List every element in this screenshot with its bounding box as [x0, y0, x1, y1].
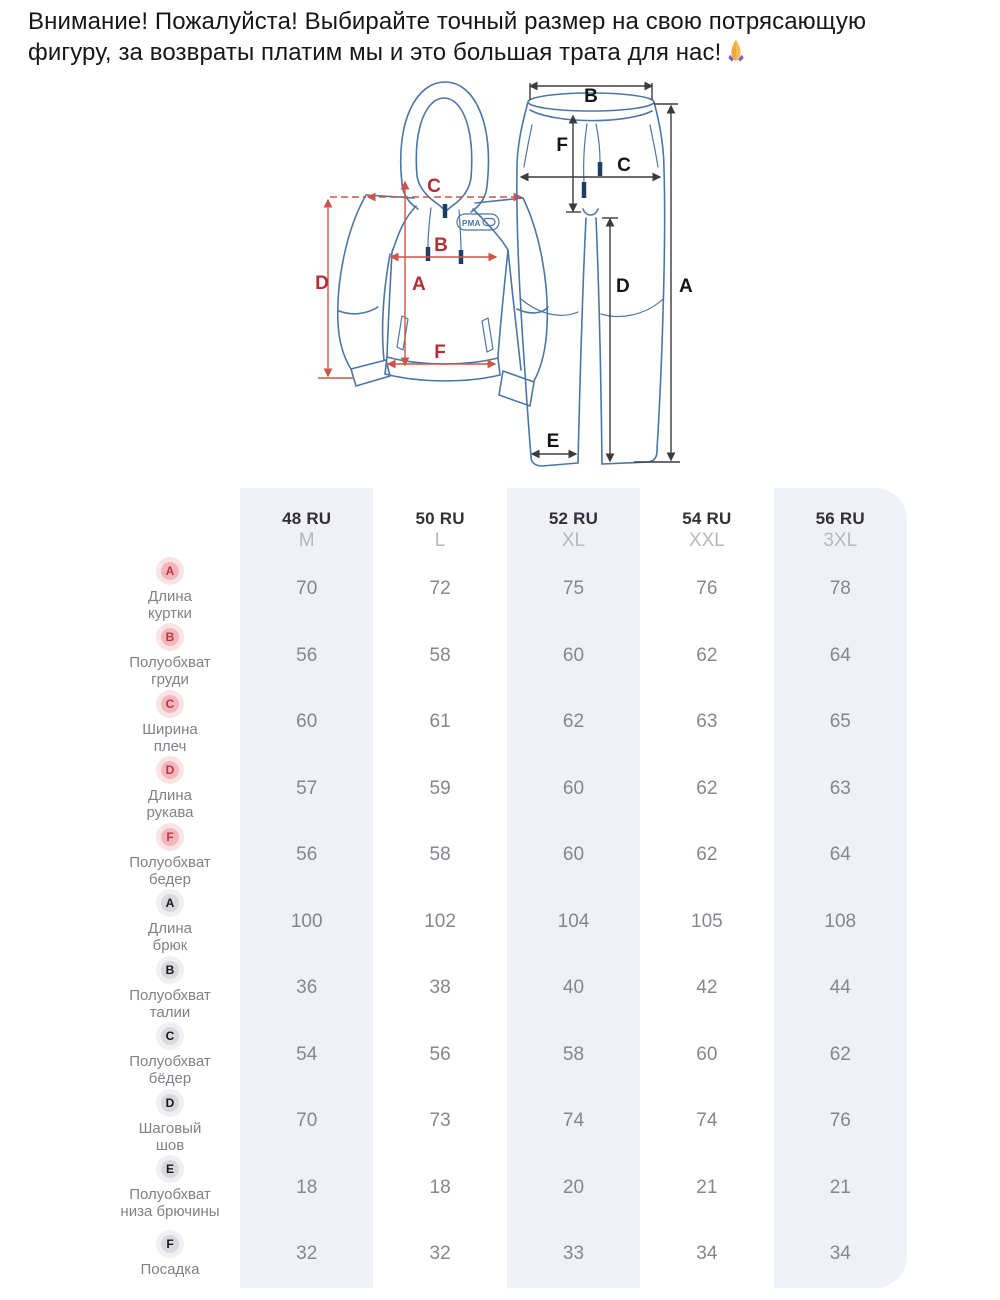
drawstring-left — [428, 208, 431, 247]
measure-badge-core — [161, 1235, 179, 1253]
size-value-cell — [373, 1022, 506, 1089]
size-value: 60 — [562, 644, 585, 666]
measure-badge — [156, 623, 184, 651]
column-ru-label: 48 RU — [282, 509, 332, 528]
size-value: 57 — [296, 777, 318, 799]
size-value-cell — [507, 1022, 640, 1089]
size-value: 56 — [296, 844, 318, 866]
measure-badge — [156, 1022, 184, 1050]
row-label-line: Длина — [148, 920, 192, 938]
row-label-jacket-d — [0, 756, 240, 823]
size-value-cell — [774, 1022, 907, 1089]
size-value: 62 — [696, 777, 718, 799]
size-value: 56 — [296, 644, 318, 666]
pants-mark-e: E — [546, 431, 560, 452]
measure-letter: E — [165, 1162, 174, 1177]
row-label-line: Посадка — [140, 1261, 200, 1279]
measure-badge — [156, 823, 184, 851]
size-value: 38 — [429, 977, 451, 999]
size-value: 33 — [562, 1243, 585, 1265]
size-value-cell — [507, 556, 640, 623]
size-value-cell — [640, 623, 773, 690]
warning-line-1: Внимание! Пожалуйста! Выбирайте точный размер на свою потрясающую — [28, 8, 867, 35]
row-label-jacket-c — [0, 689, 240, 756]
size-value: 44 — [829, 977, 851, 999]
size-value: 60 — [562, 844, 585, 866]
size-value-cell — [507, 756, 640, 823]
size-value: 58 — [429, 844, 451, 866]
row-label-pants-e — [0, 1155, 240, 1222]
size-value-cell — [507, 889, 640, 956]
row-label-line: бедер — [149, 870, 191, 888]
size-value-cell — [240, 1088, 373, 1155]
measure-badge — [156, 1155, 184, 1183]
row-label-pants-b — [0, 955, 240, 1022]
table-corner-spacer — [0, 488, 240, 556]
column-size-label: XXL — [688, 530, 725, 551]
measure-letter: F — [166, 829, 174, 844]
column-ru-label: 50 RU — [415, 509, 465, 528]
size-value: 73 — [429, 1110, 451, 1132]
row-label-line: Полуобхват — [129, 986, 211, 1004]
size-value-cell — [640, 756, 773, 823]
size-value: 76 — [829, 1110, 851, 1132]
size-value: 34 — [829, 1243, 851, 1265]
size-value-cell — [640, 1022, 773, 1089]
size-value-cell — [240, 1221, 373, 1288]
size-value: 62 — [696, 844, 718, 866]
size-value: 34 — [696, 1243, 718, 1265]
row-label-text — [129, 654, 210, 688]
measure-badge-core — [161, 1027, 179, 1045]
size-value-cell — [240, 822, 373, 889]
row-label-pants-c — [0, 1022, 240, 1089]
measure-letter: B — [165, 630, 175, 645]
pants-pocket-right — [650, 125, 658, 167]
size-value: 54 — [296, 1043, 318, 1065]
jacket-mark-f: F — [434, 342, 446, 363]
measure-letter: C — [165, 696, 175, 711]
jacket-mark-b: B — [434, 235, 448, 256]
row-label-line: куртки — [148, 604, 192, 622]
size-value: 78 — [829, 578, 851, 600]
column-header-0 — [240, 488, 373, 556]
row-label-line: рукава — [146, 804, 194, 822]
size-value-cell — [507, 822, 640, 889]
measure-badge — [156, 889, 184, 917]
pants-mark-f: F — [556, 135, 568, 156]
size-value-cell — [373, 1221, 506, 1288]
size-value: 32 — [296, 1243, 318, 1265]
jacket-mark-d: D — [315, 273, 329, 294]
size-value: 62 — [696, 644, 718, 666]
size-value-cell — [240, 1022, 373, 1089]
size-value: 60 — [696, 1043, 718, 1065]
measure-badge-core — [161, 1160, 179, 1178]
size-value-cell — [373, 556, 506, 623]
size-value: 70 — [296, 578, 318, 600]
size-value-cell — [240, 556, 373, 623]
measurement-diagram — [290, 78, 710, 478]
size-value-cell — [507, 1221, 640, 1288]
column-header-1 — [373, 488, 506, 556]
pants-mark-b: B — [584, 86, 598, 107]
size-value-cell — [640, 955, 773, 1022]
size-value-cell — [774, 822, 907, 889]
row-label-jacket-a — [0, 556, 240, 623]
measure-letter: D — [165, 763, 175, 778]
measure-letter: C — [165, 1029, 175, 1044]
size-value-cell — [774, 623, 907, 690]
row-label-jacket-f — [0, 822, 240, 889]
row-label-line: Полуобхват — [129, 654, 211, 672]
size-value: 104 — [557, 910, 590, 932]
size-value-cell — [507, 623, 640, 690]
size-value-cell — [240, 756, 373, 823]
size-value-cell — [640, 1221, 773, 1288]
jacket-mark-a: A — [412, 274, 426, 295]
size-value: 105 — [691, 910, 723, 932]
size-value: 32 — [429, 1243, 451, 1265]
row-label-text — [129, 1053, 210, 1087]
size-value-cell — [640, 689, 773, 756]
row-label-line: груди — [151, 671, 189, 689]
size-warning-text — [28, 6, 978, 68]
measure-badge-core — [161, 828, 179, 846]
size-value: 62 — [829, 1043, 851, 1065]
measure-badge-core — [161, 695, 179, 713]
size-value: 102 — [424, 910, 456, 932]
column-size-label: M — [298, 530, 315, 551]
column-size-label: L — [434, 530, 446, 551]
size-value-cell — [774, 689, 907, 756]
size-value-cell — [373, 689, 506, 756]
column-header-4 — [774, 488, 907, 556]
measure-badge — [156, 1230, 184, 1258]
pants-mark-c: C — [617, 155, 631, 176]
row-label-line: брюк — [152, 937, 188, 955]
row-label-text — [139, 1120, 202, 1154]
measure-letter: A — [165, 896, 175, 911]
size-value-cell — [640, 889, 773, 956]
row-label-pants-a — [0, 889, 240, 956]
size-value: 21 — [829, 1176, 851, 1198]
row-label-pants-d — [0, 1088, 240, 1155]
row-label-line: талии — [149, 1003, 191, 1021]
measure-letter: F — [166, 1237, 174, 1252]
size-value-cell — [373, 756, 506, 823]
praying-hands-icon — [723, 38, 749, 64]
row-label-line: Длина — [148, 787, 192, 805]
size-value-cell — [240, 689, 373, 756]
size-value: 20 — [562, 1176, 585, 1198]
row-label-line: Длина — [148, 587, 192, 605]
pocket-slit-left — [397, 316, 408, 350]
measure-badge-core — [161, 562, 179, 580]
row-label-line: Полуобхват — [129, 853, 211, 871]
size-value-cell — [774, 756, 907, 823]
row-label-text — [146, 787, 193, 821]
size-table — [0, 488, 907, 1288]
measure-letter: D — [165, 1095, 175, 1110]
size-value: 75 — [562, 578, 585, 600]
size-value-cell — [640, 1088, 773, 1155]
size-value-cell — [507, 1088, 640, 1155]
size-value: 64 — [829, 844, 851, 866]
measure-badge — [156, 1089, 184, 1117]
column-size-label: 3XL — [823, 530, 858, 551]
pants-mark-d: D — [616, 276, 630, 297]
size-value-cell — [240, 955, 373, 1022]
size-value-cell — [640, 822, 773, 889]
size-value: 63 — [696, 711, 718, 733]
size-value-cell — [373, 889, 506, 956]
row-label-jacket-b — [0, 623, 240, 690]
column-ru-label: 54 RU — [682, 509, 732, 528]
row-label-text — [148, 588, 192, 622]
size-value-cell — [774, 889, 907, 956]
measure-badge — [156, 690, 184, 718]
size-value-cell — [240, 623, 373, 690]
size-value-cell — [373, 955, 506, 1022]
pants-pocket-left — [524, 125, 532, 167]
size-value-cell — [774, 1088, 907, 1155]
size-value-cell — [240, 1155, 373, 1222]
size-value-cell — [774, 1155, 907, 1222]
row-label-text — [129, 854, 210, 888]
measure-badge — [156, 557, 184, 585]
size-value: 74 — [562, 1110, 585, 1132]
row-label-text — [120, 1186, 219, 1220]
row-label-line: Полуобхват — [129, 1186, 211, 1204]
size-value-cell — [774, 955, 907, 1022]
column-header-3 — [640, 488, 773, 556]
jacket-measurements — [315, 176, 521, 378]
size-value: 59 — [429, 777, 451, 799]
size-value-cell — [774, 556, 907, 623]
size-value: 18 — [429, 1176, 451, 1198]
size-value-cell — [640, 556, 773, 623]
row-label-line: Шаговый — [138, 1119, 202, 1137]
measure-badge-core — [161, 628, 179, 646]
size-value-cell — [240, 889, 373, 956]
size-value: 62 — [562, 711, 585, 733]
size-value-cell — [507, 1155, 640, 1222]
size-value: 76 — [696, 578, 718, 600]
row-label-line: Полуобхват — [129, 1053, 211, 1071]
size-value-cell — [507, 955, 640, 1022]
pants-drawstring-right — [596, 124, 600, 162]
warning-line-2: фигуру, за возвраты платим мы и это большая трата для нас! — [28, 39, 722, 66]
measure-badge-core — [161, 894, 179, 912]
row-label-line: низа брючины — [120, 1203, 220, 1221]
pocket-slit-right — [482, 318, 493, 352]
row-label-text — [141, 1261, 200, 1278]
column-ru-label: 52 RU — [548, 509, 599, 528]
size-value: 36 — [296, 977, 318, 999]
pants-mark-a: A — [679, 276, 693, 297]
size-value: 72 — [429, 578, 451, 600]
size-value-cell — [373, 623, 506, 690]
measure-letter: B — [165, 962, 175, 977]
measure-badge-core — [161, 1094, 179, 1112]
size-value: 100 — [290, 910, 323, 932]
size-value: 21 — [696, 1176, 718, 1198]
column-size-label: XL — [561, 530, 586, 551]
size-value: 58 — [429, 644, 451, 666]
column-header-2 — [507, 488, 640, 556]
size-value-cell — [373, 1155, 506, 1222]
size-value: 42 — [696, 977, 718, 999]
pants-drawing — [517, 93, 665, 466]
row-label-text — [129, 987, 210, 1021]
size-value: 58 — [562, 1043, 585, 1065]
size-value-cell — [774, 1221, 907, 1288]
row-label-line: Ширина — [142, 720, 198, 738]
measure-badge — [156, 756, 184, 784]
row-label-text — [142, 721, 197, 755]
column-ru-label: 56 RU — [815, 509, 865, 528]
size-value-cell — [373, 822, 506, 889]
size-value: 18 — [296, 1176, 318, 1198]
measure-badge — [156, 956, 184, 984]
row-label-pants-f — [0, 1221, 240, 1288]
size-value: 56 — [429, 1043, 451, 1065]
measure-letter: A — [165, 563, 175, 578]
size-value-cell — [640, 1155, 773, 1222]
size-value-cell — [373, 1088, 506, 1155]
size-value: 60 — [562, 777, 585, 799]
jacket-mark-c: C — [427, 176, 441, 197]
chest-logo-patch — [457, 214, 499, 230]
size-value: 108 — [824, 910, 857, 932]
size-value-cell — [507, 689, 640, 756]
size-value: 70 — [296, 1110, 318, 1132]
size-value: 74 — [696, 1110, 718, 1132]
pants-drawstring-left — [584, 124, 587, 182]
measure-badge-core — [161, 761, 179, 779]
size-value: 40 — [562, 977, 585, 999]
pants-measurements — [521, 83, 693, 462]
row-label-line: бёдер — [148, 1070, 192, 1088]
row-label-line: шов — [155, 1136, 185, 1154]
row-label-text — [148, 920, 192, 954]
size-value: 60 — [296, 711, 318, 733]
measure-badge-core — [161, 961, 179, 979]
size-value: 65 — [829, 711, 851, 733]
size-value: 63 — [829, 777, 851, 799]
logo-text: PMA — [462, 219, 481, 228]
row-label-line: плеч — [153, 737, 187, 755]
size-value: 64 — [829, 644, 851, 666]
size-value: 61 — [429, 711, 451, 733]
